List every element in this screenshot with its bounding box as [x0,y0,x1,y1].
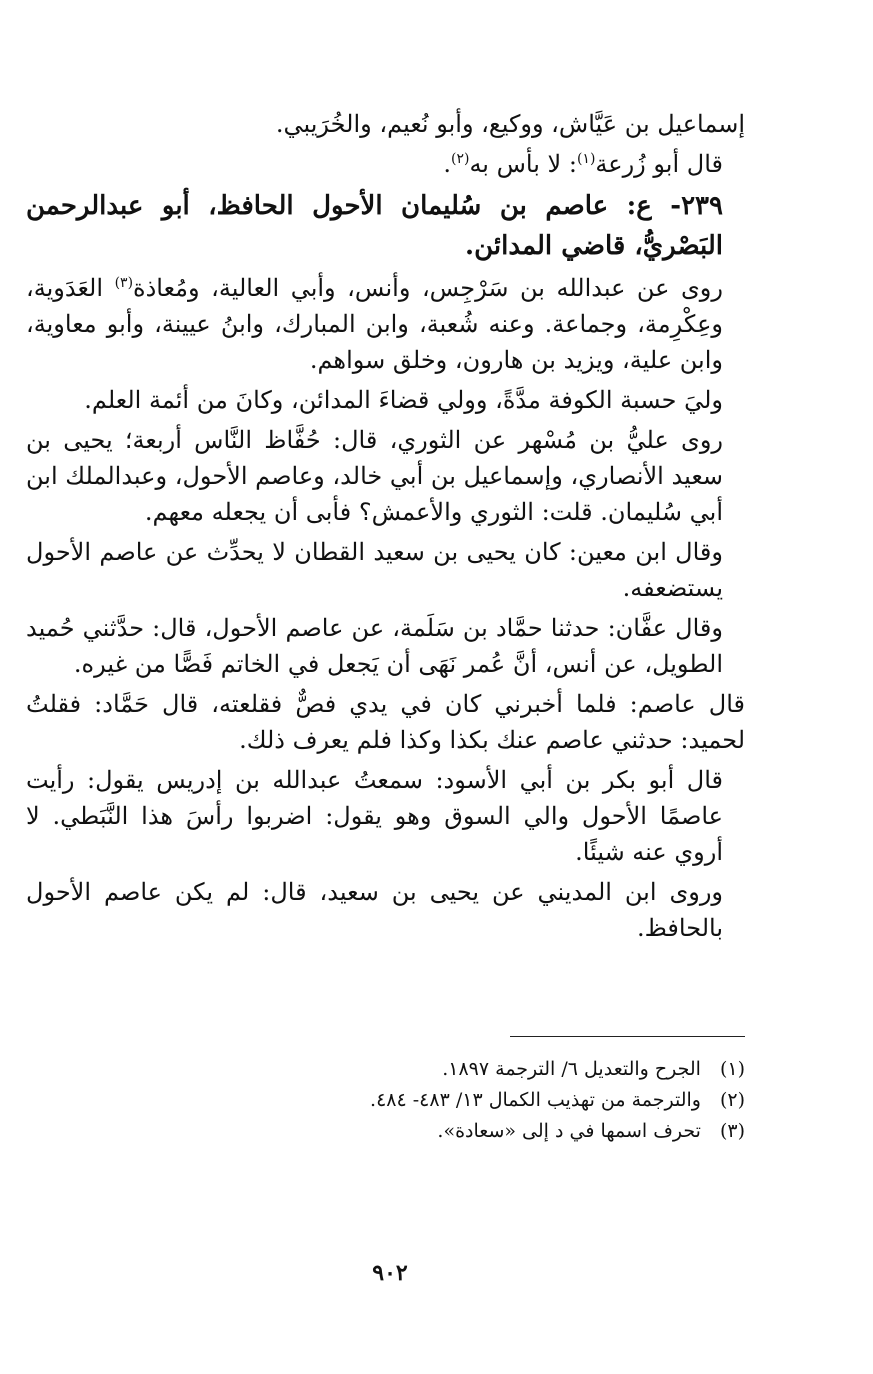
paragraph-asim-said [26,686,745,758]
paragraph-abu-bakr [26,762,745,870]
text-segment: وروى ابن المديني عن يحيى بن سعيد، قال: لم يكن عاصم الأحول بالحافظ. [26,878,723,942]
footnotes [200,1054,745,1147]
footnote-ref-2[interactable]: (٢) [450,151,470,167]
text-segment: : لا بأس به [469,150,577,178]
text-segment: قال عاصم: فلما أخبرني كان في يدي فصٌّ فقلعته، قال حَمَّاد: فقلتُ لحميد: حدثني عاصم عنك بكذا وكذا فلم يعرف ذلك. [26,690,745,754]
footnote-ref-3[interactable]: (٣) [114,275,134,291]
paragraph-ibn-main [26,534,745,606]
paragraph-huffaz [26,422,745,530]
text-segment: وليَ حسبة الكوفة مدَّةً، وولي قضاءَ المدائن، وكانَ من أئمة العلم. [84,386,723,414]
text-segment: . [443,150,451,178]
entry-title: عاصم بن سُليمان الأحول الحافظ، أبو عبدالرحمن البَصْريُّ، قاضي المدائن. [26,191,723,261]
footnote-1 [200,1054,745,1085]
paragraph-offices [26,382,745,418]
entry-heading [26,186,745,266]
footnote-2 [200,1085,745,1116]
footnote-text: الجرح والتعديل ٦/ الترجمة ١٨٩٧. [442,1058,701,1080]
text-segment: وقال عفَّان: حدثنا حمَّاد بن سَلَمة، عن عاصم الأحول، قال: حدَّثني حُميد الطويل، عن أنس، أنَّ عُمر نَهَى أن يَجعل في الخاتم فَصًّا من غيره. [26,614,723,678]
footnote-divider [510,1036,745,1037]
paragraph-abu-zura [26,146,745,182]
paragraph-narrators-continued [26,106,745,142]
footnote-text: تحرف اسمها في د إلى «سعادة». [437,1120,701,1142]
text-segment: وقال ابن معين: كان يحيى بن سعيد القطان لا يحدِّث عن عاصم الأحول يستضعفه. [26,538,723,602]
text-segment: العَدَوية، وعِكْرِمة، وجماعة. وعنه شُعبة، وابن المبارك، وابنُ عيينة، وأبو معاوية، وابن علية، ويزيد بن هارون، وخلق سواهم. [26,274,723,374]
text-segment: قال أبو بكر بن أبي الأسود: سمعتُ عبدالله بن إدريس يقول: رأيت عاصمًا الأحول والي السوق وهو يقول: اضربوا رأسَ هذا النَّبَطي. لا أروي عنه شيئًا. [26,766,724,866]
page-number: ٩٠٢ [372,1260,408,1286]
text-segment: روى عن عبدالله بن سَرْجِس، وأنس، وأبي العالية، ومُعاذة [133,274,723,302]
footnote-number: (٣) [719,1120,745,1142]
main-text [26,106,745,950]
text-segment: قال أبو زُرعة [595,150,723,178]
footnote-number: (٢) [719,1089,745,1111]
footnote-3 [200,1116,745,1147]
paragraph-affan [26,610,745,682]
footnote-ref-1[interactable]: (١) [576,151,596,167]
footnote-text: والترجمة من تهذيب الكمال ١٣/ ٤٨٣- ٤٨٤. [370,1089,701,1111]
entry-number: ٢٣٩- ع: [626,191,723,221]
paragraph-narrated-from [26,270,745,378]
footnote-number: (١) [719,1058,745,1080]
text-line: إسماعيل بن عَيَّاش، ووكيع، وأبو نُعيم، والخُرَيبي. [275,110,745,138]
text-segment: روى عليُّ بن مُسْهر عن الثوري، قال: حُفَّاظ النَّاس أربعة؛ يحيى بن سعيد الأنصاري، وإسماعيل بن أبي خالد، وعاصم الأحول، وعبدالملك ابن أبي سُليمان. قلت: الثوري والأعمش؟ فأبى أن يجعله معهم. [26,426,723,526]
paragraph-ibn-madini [26,874,745,946]
